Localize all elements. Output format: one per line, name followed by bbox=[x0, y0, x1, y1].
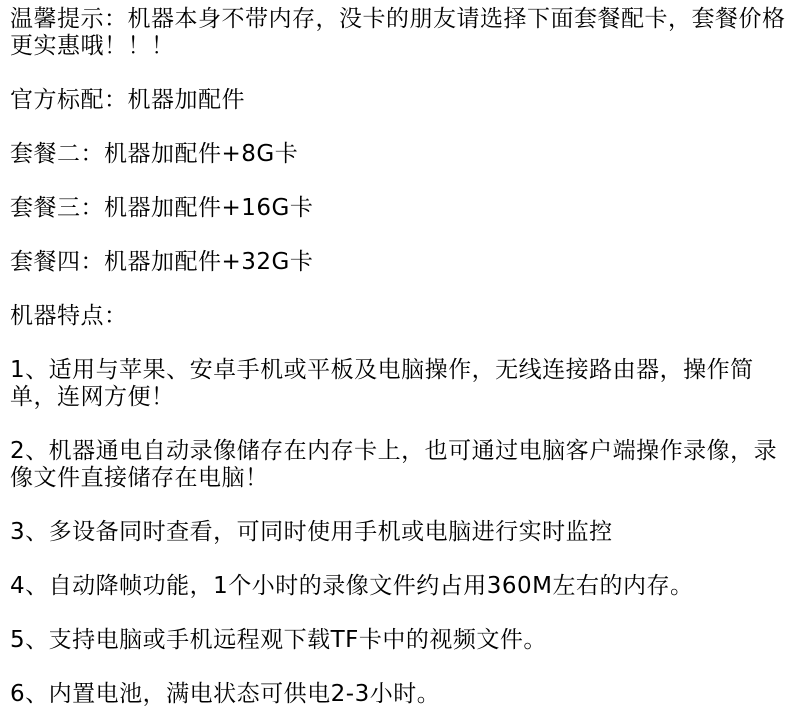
tip-paragraph: 温馨提示：机器本身不带内存，没卡的朋友请选择下面套餐配卡，套餐价格更实惠哦！！！ bbox=[10, 6, 786, 59]
features-heading: 机器特点： bbox=[10, 303, 128, 329]
package-two: 套餐二：机器加配件+8G卡 bbox=[10, 141, 299, 167]
spacer bbox=[10, 276, 786, 303]
package-standard: 官方标配：机器加配件 bbox=[10, 87, 245, 113]
package-three: 套餐三：机器加配件+16G卡 bbox=[10, 195, 314, 221]
spacer bbox=[10, 411, 786, 438]
package-four: 套餐四：机器加配件+32G卡 bbox=[10, 249, 314, 275]
spacer bbox=[10, 654, 786, 681]
spacer bbox=[10, 222, 786, 249]
feature-item: 4、自动降帧功能，1个小时的录像文件约占用360M左右的内存。 bbox=[10, 573, 694, 599]
feature-item: 5、支持电脑或手机远程观下载TF卡中的视频文件。 bbox=[10, 627, 547, 653]
spacer bbox=[10, 330, 786, 357]
spacer bbox=[10, 546, 786, 573]
spacer bbox=[10, 600, 786, 627]
spacer bbox=[10, 168, 786, 195]
spacer bbox=[10, 60, 786, 87]
feature-item: 3、多设备同时查看，可同时使用手机或电脑进行实时监控 bbox=[10, 519, 613, 545]
feature-item: 6、内置电池，满电状态可供电2-3小时。 bbox=[10, 681, 441, 707]
feature-item: 1、适用与苹果、安卓手机或平板及电脑操作，无线连接路由器，操作简单，连网方便！ bbox=[10, 357, 754, 410]
feature-item: 2、机器通电自动录像储存在内存卡上，也可通过电脑客户端操作录像，录像文件直接储存在电脑！ bbox=[10, 438, 778, 491]
spacer bbox=[10, 492, 786, 519]
spacer bbox=[10, 114, 786, 141]
product-description bbox=[10, 0, 786, 708]
